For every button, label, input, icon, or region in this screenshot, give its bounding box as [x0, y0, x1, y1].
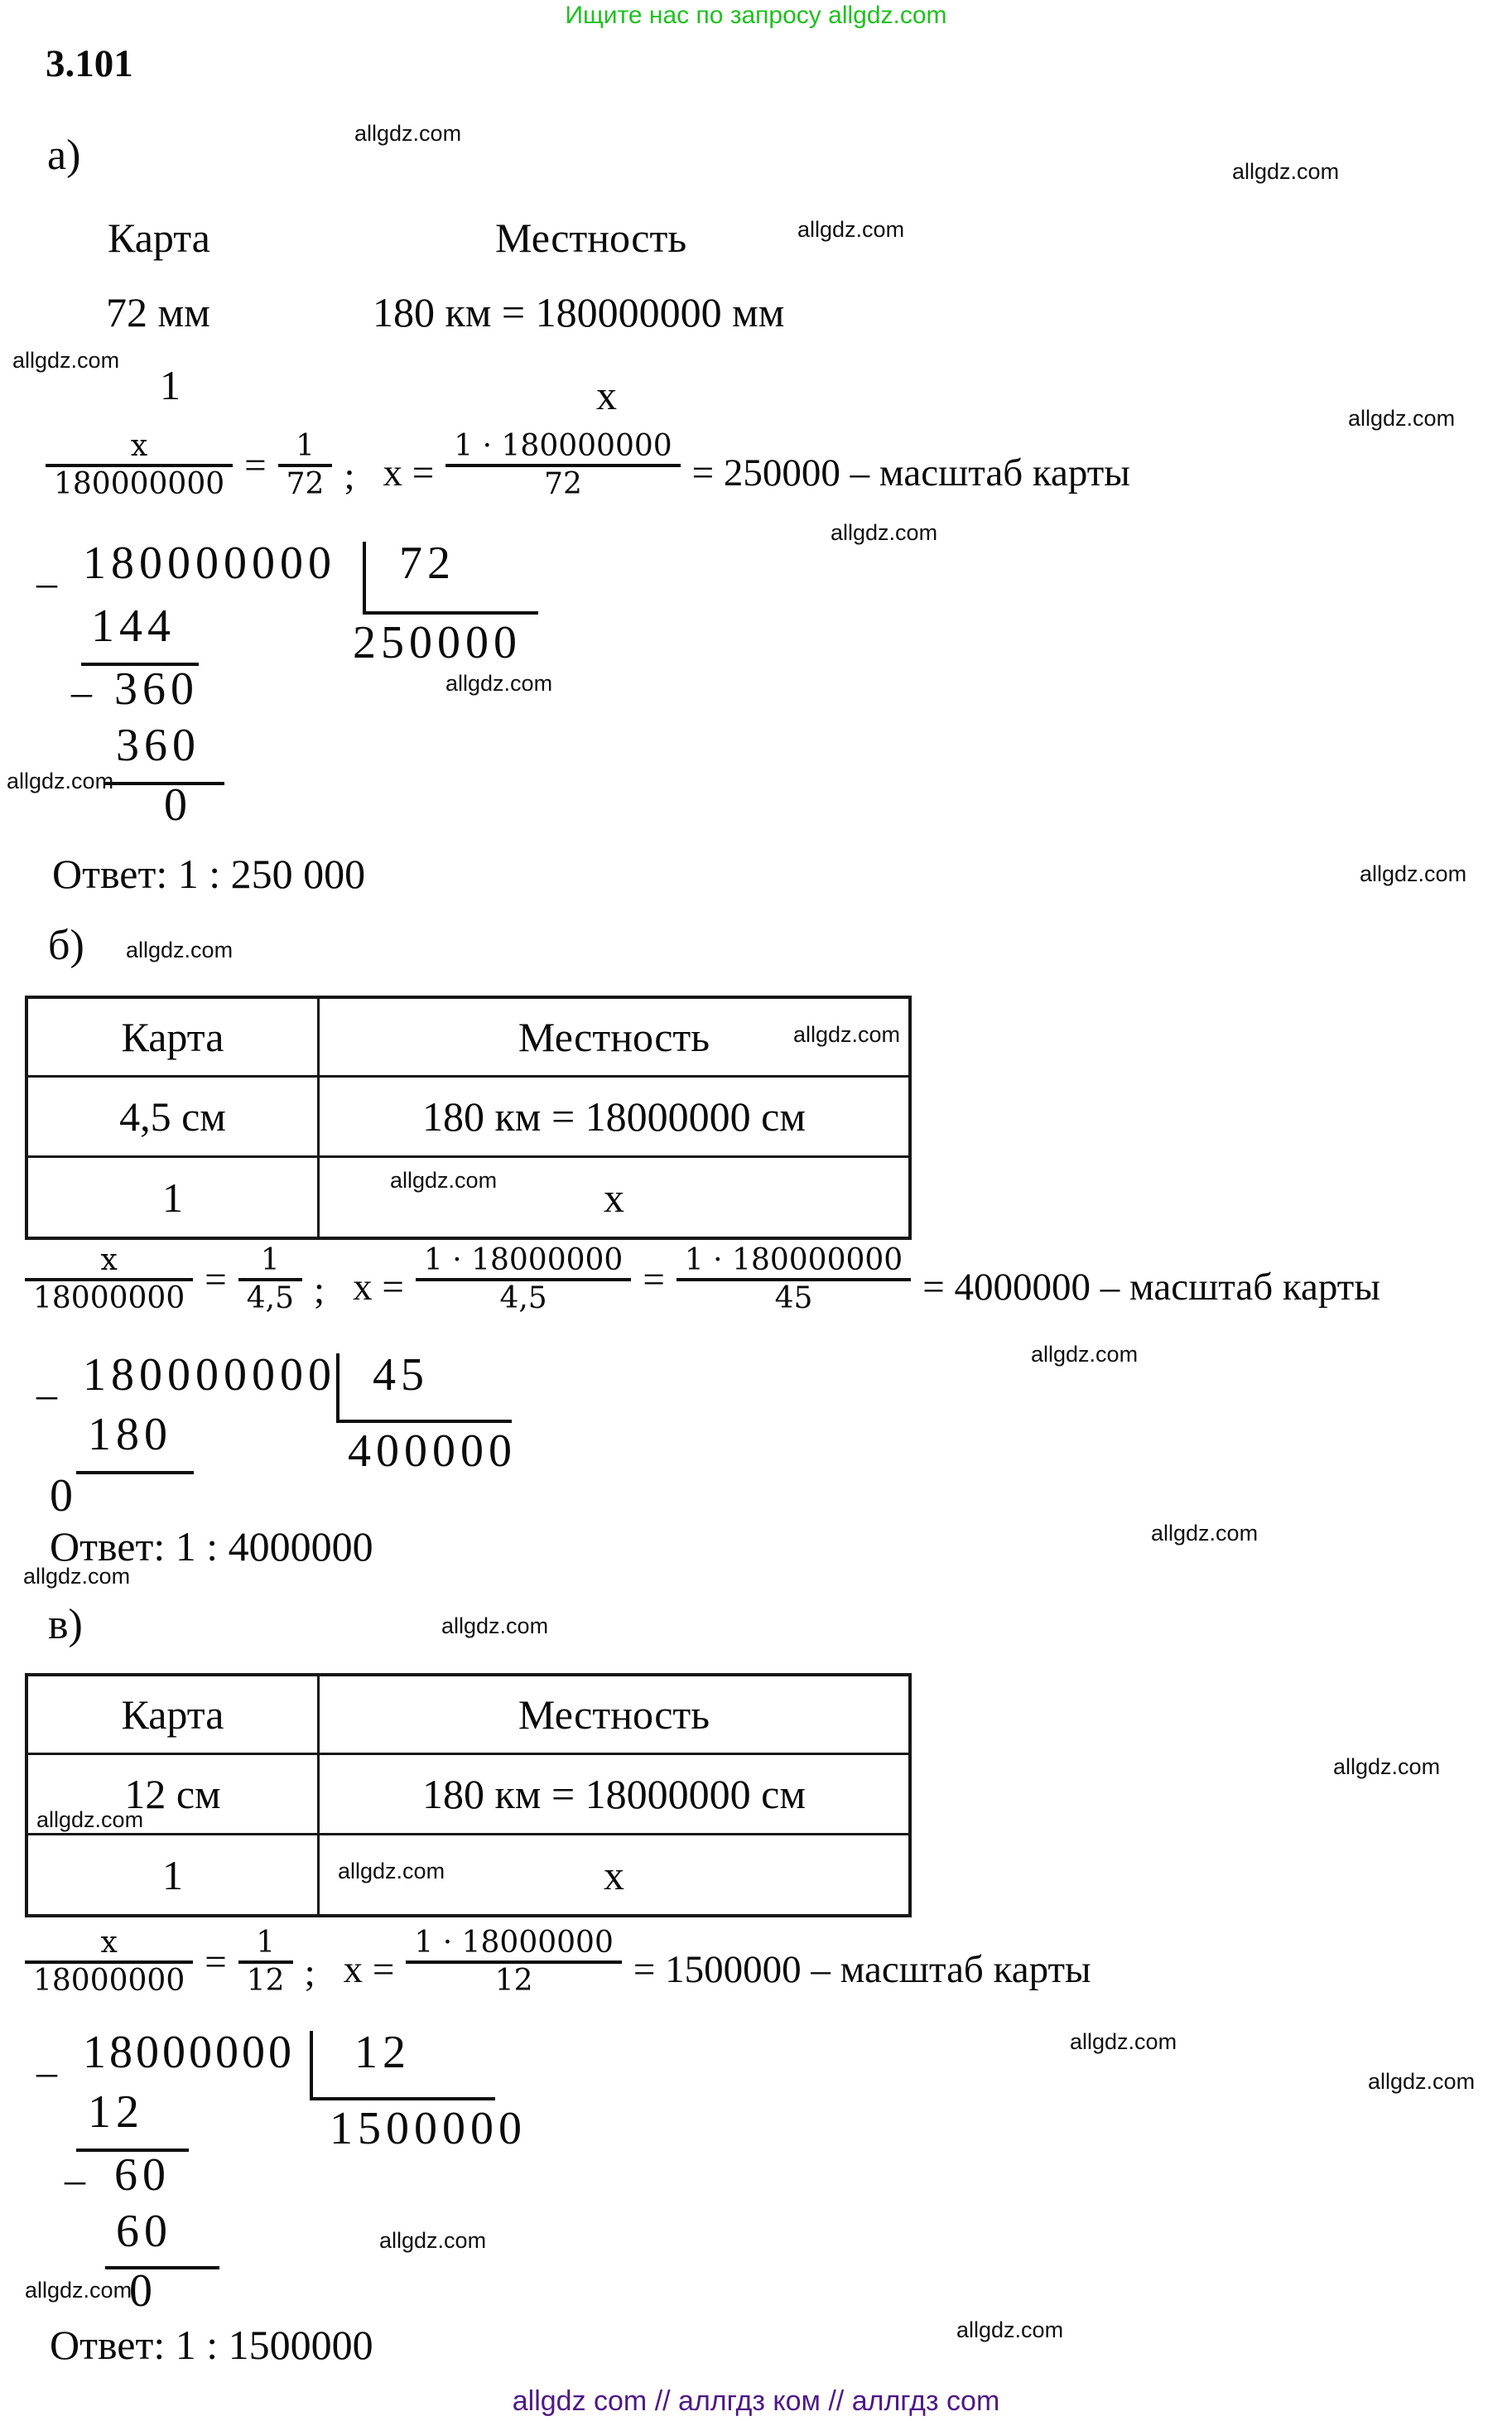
- table-cell: [28, 999, 320, 1078]
- fraction: [677, 1243, 911, 1317]
- watermark: allgdz.com: [1368, 2069, 1476, 2094]
- subtraction-step: 12: [88, 2086, 144, 2138]
- subtraction-step: 360: [116, 720, 200, 771]
- fraction: [25, 1243, 193, 1317]
- answer-b: Ответ: 1 : 4000000: [50, 1523, 373, 1570]
- dividend: 180000000: [83, 538, 336, 589]
- table-b: [25, 996, 912, 1240]
- division-bracket-horizontal: [363, 611, 538, 615]
- watermark: allgdz.com: [792, 1022, 900, 1047]
- watermark: allgdz.com: [797, 217, 905, 242]
- watermark: allgdz.com: [1070, 2029, 1177, 2054]
- table-cell: [28, 1078, 320, 1158]
- watermark: allgdz.com: [1151, 1521, 1259, 1546]
- division-bracket-horizontal: [310, 2097, 495, 2100]
- long-division-b: [35, 1348, 573, 1539]
- b-map-header: Карта: [121, 1014, 224, 1060]
- v-terrain-unknown: x: [604, 1851, 624, 1898]
- fraction-denominator: 4,5: [246, 1281, 295, 1316]
- fraction-numerator: 1 · 180000000: [454, 429, 672, 463]
- b-map-value: 4,5 см: [119, 1093, 226, 1140]
- watermark: allgdz.com: [23, 1564, 131, 1589]
- watermark: allgdz.com: [1232, 159, 1340, 184]
- watermark: allgdz.com: [338, 1859, 445, 1883]
- minus-sign: –: [65, 2156, 85, 2202]
- subtraction-step: 360: [114, 663, 199, 715]
- x-equals: x =: [383, 451, 435, 495]
- subtraction-line: [76, 1471, 194, 1474]
- watermark: allgdz.com: [956, 2317, 1064, 2342]
- x-equals: x =: [353, 1266, 404, 1309]
- fraction-numerator: x: [130, 429, 148, 463]
- section-v-label: в): [48, 1601, 83, 1648]
- divisor: 72: [399, 538, 455, 589]
- fraction-numerator: 1: [260, 1243, 280, 1277]
- subtraction-step: 60: [114, 2149, 171, 2201]
- fraction: [238, 1243, 302, 1317]
- x-equals: x =: [343, 1948, 395, 1992]
- v-map-header: Карта: [121, 1691, 224, 1738]
- v-map-unit: 1: [162, 1851, 183, 1898]
- table-cell: [28, 1755, 320, 1835]
- section-b-label: б): [48, 922, 84, 969]
- fraction: [445, 429, 680, 503]
- fraction-denominator: 180000000: [54, 467, 225, 502]
- subtraction-step: 60: [116, 2206, 172, 2257]
- watermark: allgdz.com: [354, 121, 462, 146]
- semicolon: ;: [344, 455, 355, 499]
- quotient: 250000: [353, 617, 522, 668]
- table-v: [25, 1673, 912, 1917]
- equation-v: [25, 1926, 1091, 1999]
- fraction-denominator: 18000000: [33, 1281, 185, 1316]
- equation-a: [46, 429, 1130, 503]
- fraction-numerator: 1 · 180000000: [684, 1243, 903, 1277]
- division-bracket-vertical: [310, 2031, 313, 2097]
- v-terrain-value: 180 км = 18000000 см: [422, 1771, 806, 1817]
- fraction-numerator: 1: [296, 429, 315, 463]
- minus-sign: –: [36, 1371, 57, 1417]
- answer-a: Ответ: 1 : 250 000: [52, 851, 366, 897]
- fraction: [46, 429, 233, 503]
- watermark: allgdz.com: [379, 2228, 487, 2253]
- fraction-numerator: x: [100, 1926, 118, 1960]
- watermark: allgdz.com: [1360, 861, 1467, 886]
- fraction-numerator: 1: [256, 1926, 276, 1960]
- fraction: [238, 1926, 293, 1999]
- watermark: allgdz.com: [445, 671, 553, 696]
- fraction: [25, 1926, 193, 1999]
- b-terrain-header: Местность: [518, 1014, 710, 1060]
- table-cell: [28, 1158, 320, 1237]
- quotient: 400000: [348, 1425, 517, 1477]
- a-terrain-header: Местность: [495, 215, 687, 261]
- equals-sign: =: [244, 444, 267, 488]
- fraction-numerator: x: [100, 1243, 118, 1277]
- a-map-unit: 1: [160, 362, 181, 408]
- fraction-denominator: 72: [544, 467, 582, 502]
- table-cell: [320, 1676, 908, 1755]
- table-cell: [320, 1078, 908, 1158]
- semicolon: ;: [314, 1269, 325, 1313]
- equals-sign: =: [205, 1258, 227, 1302]
- watermark: allgdz.com: [441, 1613, 549, 1638]
- b-terrain-value: 180 км = 18000000 см: [422, 1093, 806, 1140]
- watermark: allgdz.com: [1348, 406, 1456, 431]
- fraction-denominator: 12: [246, 1964, 285, 1999]
- watermark: allgdz.com: [831, 520, 938, 545]
- watermark: allgdz.com: [25, 2278, 132, 2303]
- table-cell: [320, 1755, 908, 1835]
- division-bracket-horizontal: [336, 1420, 512, 1423]
- minus-sign: –: [36, 2048, 57, 2095]
- fraction-denominator: 18000000: [33, 1964, 185, 1999]
- b-map-unit: 1: [162, 1174, 183, 1221]
- equation-result: = 250000 – масштаб карты: [691, 451, 1130, 495]
- table-cell: [28, 1835, 320, 1914]
- watermark: allgdz.com: [36, 1807, 144, 1832]
- fraction-numerator: 1 · 18000000: [423, 1243, 624, 1277]
- a-terrain-value: 180 км = 180000000 мм: [373, 289, 785, 335]
- table-cell: [320, 1835, 908, 1914]
- watermark: allgdz.com: [7, 769, 114, 793]
- subtraction-step: 180: [88, 1409, 172, 1460]
- v-terrain-header: Местность: [518, 1691, 710, 1738]
- equation-b: [25, 1243, 1380, 1317]
- watermark: allgdz.com: [390, 1168, 498, 1193]
- remainder: 0: [129, 2265, 157, 2317]
- answer-v: Ответ: 1 : 1500000: [50, 2322, 373, 2368]
- fraction-denominator: 72: [286, 467, 325, 502]
- b-terrain-unknown: x: [604, 1174, 624, 1221]
- dividend: 18000000: [83, 2027, 295, 2078]
- fraction-denominator: 4,5: [499, 1281, 547, 1316]
- quotient: 1500000: [330, 2103, 527, 2154]
- a-map-value: 72 мм: [106, 289, 210, 335]
- minus-sign: –: [71, 668, 92, 715]
- equation-result: = 4000000 – масштаб карты: [922, 1266, 1380, 1309]
- minus-sign: –: [36, 559, 57, 605]
- v-map-value: 12 см: [124, 1771, 221, 1817]
- watermark: allgdz.com: [1333, 1754, 1441, 1779]
- table-cell: [320, 999, 908, 1078]
- remainder: 0: [50, 1470, 78, 1522]
- subtraction-line: [105, 2266, 219, 2269]
- divisor: 12: [354, 2027, 411, 2078]
- equals-sign: =: [205, 1941, 227, 1985]
- watermark: allgdz.com: [126, 938, 234, 962]
- equals-sign: =: [643, 1258, 665, 1302]
- division-bracket-vertical: [336, 1353, 339, 1420]
- promo-banner: Ищите нас по запросу allgdz.com: [565, 2, 947, 29]
- a-map-header: Карта: [108, 215, 210, 261]
- fraction: [406, 1926, 621, 1999]
- semicolon: ;: [304, 1951, 315, 1995]
- subtraction-step: 144: [91, 600, 176, 652]
- division-bracket-vertical: [363, 542, 366, 611]
- fraction: [416, 1243, 631, 1317]
- remainder: 0: [164, 779, 192, 831]
- table-cell: [28, 1676, 320, 1755]
- table-cell: [320, 1158, 908, 1237]
- fraction-numerator: 1 · 18000000: [414, 1926, 614, 1960]
- equation-result: = 1500000 – масштаб карты: [633, 1948, 1091, 1992]
- dividend: 180000000: [83, 1349, 336, 1401]
- divisor: 45: [373, 1349, 429, 1401]
- footer-links: allgdz com // аллгдз ком // аллгдз com: [512, 2385, 1000, 2417]
- watermark: allgdz.com: [1031, 1342, 1139, 1367]
- fraction-denominator: 45: [774, 1281, 813, 1316]
- a-terrain-unknown: x: [596, 372, 617, 418]
- watermark: allgdz.com: [12, 348, 120, 373]
- fraction-denominator: 12: [494, 1964, 533, 1999]
- section-a-label: а): [47, 132, 81, 179]
- fraction: [278, 429, 333, 503]
- problem-number: 3.101: [46, 42, 133, 85]
